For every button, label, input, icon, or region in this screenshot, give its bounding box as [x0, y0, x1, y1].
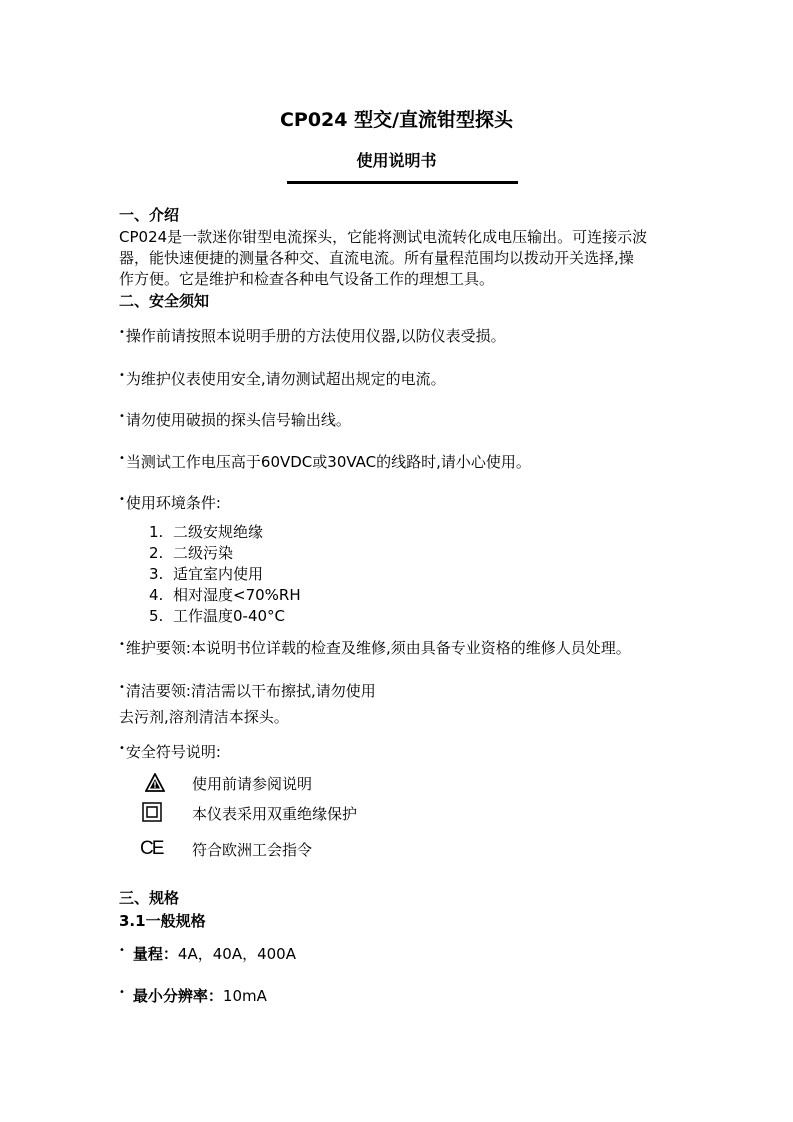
symbol-description: 本仪表采用双重绝缘保护 — [192, 805, 358, 823]
safety-item-text: 请勿使用破损的探头信号输出线。 — [125, 411, 351, 429]
bullet-icon: • — [119, 743, 125, 754]
maintenance-item — [119, 637, 631, 658]
safety-item — [119, 325, 506, 346]
env-condition-num: 2. — [149, 544, 164, 562]
safety-item-text: 当测试工作电压高于60VDC或30VAC的线路时,请小心使用。 — [125, 453, 531, 471]
safety-item — [119, 409, 351, 430]
document-subtitle: 使用说明书 — [356, 151, 437, 170]
env-condition-item — [149, 521, 263, 542]
env-condition-item — [149, 584, 301, 605]
env-condition-num: 4. — [149, 586, 164, 604]
safety-item — [119, 492, 221, 513]
spec-label: 最小分辨率： — [132, 987, 223, 1005]
cleaning-text-2: 去污剂,溶剂清洁本探头。 — [119, 708, 289, 726]
bullet-icon: • — [119, 453, 125, 464]
safety-item-text: 操作前请按照本说明手册的方法使用仪器,以防仪表受损。 — [125, 327, 506, 345]
safety-item — [119, 368, 446, 389]
cleaning-item — [119, 680, 376, 701]
env-condition-num: 3. — [149, 565, 164, 583]
symbols-intro-text: 安全符号说明: — [125, 743, 221, 761]
env-condition-text: 适宜室内使用 — [173, 565, 264, 583]
bullet-icon: • — [119, 327, 125, 338]
spec-value: 10mA — [222, 987, 267, 1005]
safety-item — [119, 451, 531, 472]
ce-mark-icon: CE — [140, 838, 163, 859]
env-condition-item — [149, 542, 233, 563]
intro-heading: 一、介绍 — [119, 206, 180, 224]
safety-item-text: 使用环境条件: — [125, 494, 221, 512]
spec-item — [119, 985, 267, 1006]
specs-heading: 三、规格 — [119, 889, 180, 907]
maintenance-text: 维护要领:本说明书位详载的检查及维修,须由具备专业资格的维修人员处理。 — [125, 639, 631, 657]
env-condition-text: 工作温度0-40°C — [173, 607, 286, 625]
spec-item — [119, 943, 296, 964]
spec-value: 4A，40A，400A — [177, 945, 296, 963]
env-condition-item — [149, 605, 285, 626]
warning-triangle-icon — [145, 773, 165, 793]
symbols-item — [119, 741, 221, 762]
spec-label: 量程： — [132, 945, 178, 963]
bullet-icon: • — [119, 682, 125, 693]
document-title: CP024 型交/直流钳型探头 — [279, 109, 514, 131]
intro-line-2: 器，能快速便捷的测量各种交、直流电流。所有量程范围均以拨动开关选择,操 — [119, 249, 634, 267]
bullet-icon: • — [119, 639, 125, 650]
specs-subheading: 3.1一般规格 — [119, 912, 206, 930]
intro-line-1: CP024是一款迷你钳型电流探头，它能将测试电流转化成电压输出。可连接示波 — [119, 228, 648, 246]
env-condition-text: 二级安规绝缘 — [173, 523, 264, 541]
env-condition-num: 5. — [149, 607, 164, 625]
bullet-icon: • — [119, 370, 125, 381]
env-condition-item — [149, 563, 263, 584]
bullet-icon: • — [119, 494, 125, 505]
intro-line-3: 作方便。它是维护和检查各种电气设备工作的理想工具。 — [119, 270, 495, 288]
bullet-icon: • — [119, 987, 125, 998]
double-insulation-icon — [142, 802, 162, 822]
env-condition-text: 相对湿度<70%RH — [173, 586, 301, 604]
title-underline — [287, 181, 518, 184]
safety-heading: 二、安全须知 — [119, 292, 210, 310]
bullet-icon: • — [119, 945, 125, 956]
env-condition-text: 二级污染 — [173, 544, 234, 562]
cleaning-text-1: 清洁要领:清洁需以干布擦拭,请勿使用 — [125, 682, 376, 700]
env-condition-num: 1. — [149, 523, 164, 541]
bullet-icon: • — [119, 411, 125, 422]
symbol-description: 使用前请参阅说明 — [192, 775, 313, 793]
symbol-description: 符合欧洲工会指令 — [192, 841, 313, 859]
safety-item-text: 为维护仪表使用安全,请勿测试超出规定的电流。 — [125, 370, 446, 388]
